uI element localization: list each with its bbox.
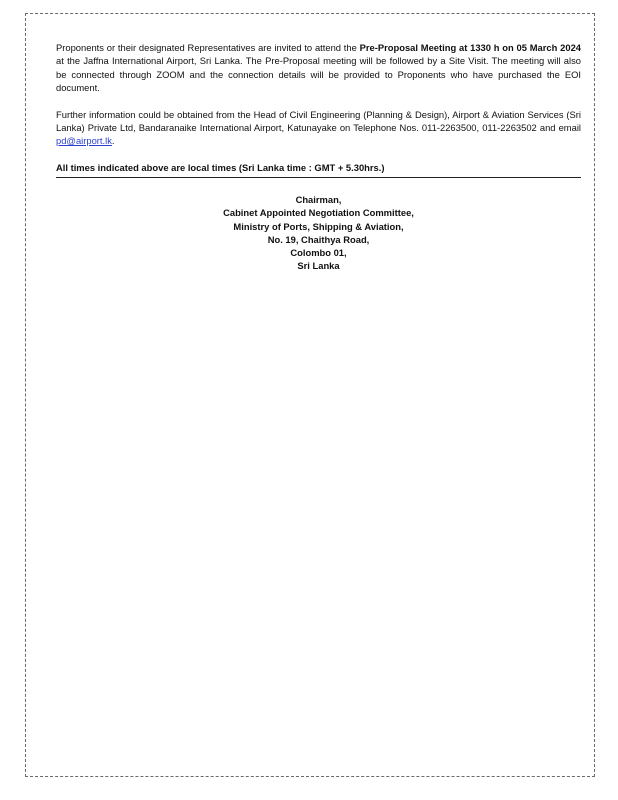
meeting-text-start: Proponents or their designated Representatives are invited to attend the [56, 42, 360, 53]
contact-paragraph [56, 108, 581, 148]
signature-ministry: Ministry of Ports, Shipping & Aviation, [233, 220, 404, 232]
meeting-text-end: at the Jaffna International Airport, Sri Lanka. The Pre-Proposal meeting will be followed by a Site Visit. The meeting will also be connected through ZOOM and the connection details will be provided to Proponents who have purchased the EOI document. [56, 55, 581, 94]
signature-country: Sri Lanka [297, 260, 340, 272]
signature-street: No. 19, Chaithya Road, [267, 233, 370, 245]
signature-block [56, 193, 581, 272]
contact-text-start: Further information could be obtained from the Head of Civil Engineering (Planning & Design), Airport & Aviation Services (Sri Lanka) Private Ltd, Bandaranaike International Airport, Katunayake on Telephone Nos. 011-2263500, 011-2263502 and email [56, 108, 581, 134]
signature-title: Chairman, [295, 194, 342, 206]
signature-committee: Cabinet Appointed Negotiation Committee, [223, 207, 414, 219]
meeting-paragraph [56, 41, 581, 95]
signature-city: Colombo 01, [290, 247, 347, 259]
document-body [56, 41, 581, 272]
contact-text-end: . [111, 135, 115, 147]
email-link[interactable]: pd@airport.lk [56, 135, 112, 147]
meeting-datetime: Pre-Proposal Meeting at 1330 h on 05 March 2024 [359, 42, 581, 53]
time-notice: All times indicated above are local times (Sri Lanka time : GMT + 5.30hrs.) [56, 161, 581, 178]
